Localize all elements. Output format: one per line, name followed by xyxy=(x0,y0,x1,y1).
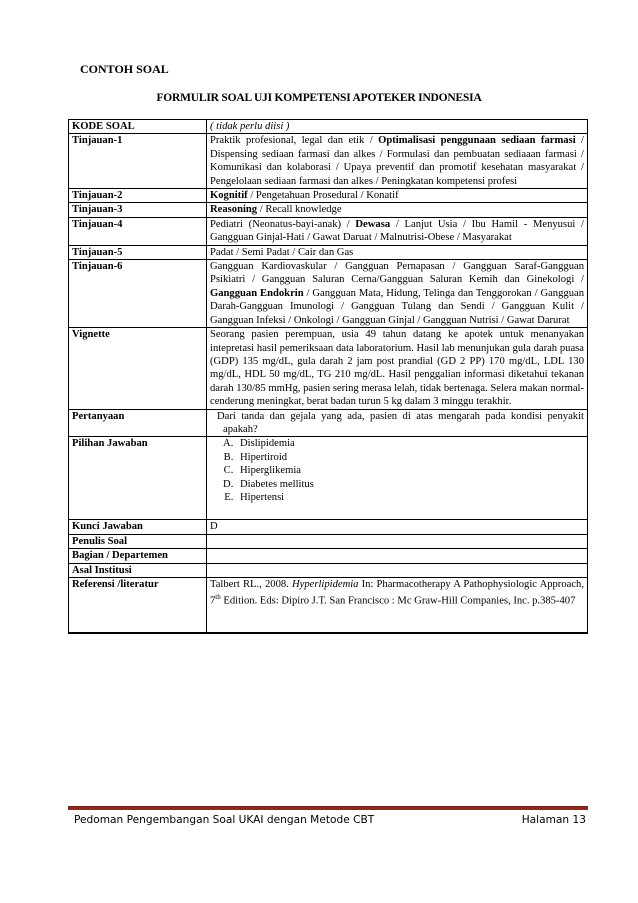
value-highlight: Optimalisasi penggunaan sediaan farmasi xyxy=(378,135,576,147)
footer-divider xyxy=(68,806,588,810)
row-value xyxy=(207,534,588,548)
row-label: Bagian / Departemen xyxy=(69,549,207,563)
row-label: Pilihan Jawaban xyxy=(69,437,207,520)
value-text: / Dispensing sediaan farmasi dan alkes / Formulasi dan pembuatan sediaaan farmasi / Komunikasi dan kolaborasi / Upaya preventif dan promotif kesehatan masyarakat / Pengelolaan sediaan farmasi dan alkes / Peningkatan kompetensi profesi xyxy=(210,135,584,187)
row-value: ( tidak perlu diisi ) xyxy=(207,120,588,134)
row-tinjauan-1 xyxy=(69,134,588,189)
row-label: Referensi /literatur xyxy=(69,577,207,633)
footer-page-number: Halaman 13 xyxy=(521,814,586,826)
row-bagian-departemen xyxy=(69,549,588,563)
row-value xyxy=(207,217,588,245)
question-form-table xyxy=(68,119,588,634)
row-label: Penulis Soal xyxy=(69,534,207,548)
row-value: D xyxy=(207,520,588,534)
value-text: Edition. Eds: Dipiro J.T. San Francisco : Mc Graw-Hill Companies, Inc. p.385-407 xyxy=(220,595,576,607)
row-value xyxy=(207,203,588,217)
value-superscript: th xyxy=(215,593,221,602)
answer-option-a: A. Dislipidemia xyxy=(236,437,584,450)
row-penulis-soal xyxy=(69,534,588,548)
row-value xyxy=(207,260,588,328)
row-label: Tinjauan-6 xyxy=(69,260,207,328)
row-value xyxy=(207,189,588,203)
row-asal-institusi xyxy=(69,563,588,577)
row-value xyxy=(207,437,588,520)
row-vignette xyxy=(69,328,588,409)
value-text: Pediatri (Neonatus-bayi-anak) / xyxy=(210,218,356,230)
row-kode-soal xyxy=(69,120,588,134)
row-label: KODE SOAL xyxy=(69,120,207,134)
row-label: Tinjauan-2 xyxy=(69,189,207,203)
row-label: Kunci Jawaban xyxy=(69,520,207,534)
row-value: Padat / Semi Padat / Cair dan Gas xyxy=(207,245,588,259)
row-label: Tinjauan-5 xyxy=(69,245,207,259)
row-tinjauan-6 xyxy=(69,260,588,328)
footer-document-title: Pedoman Pengembangan Soal UKAI dengan Metode CBT xyxy=(74,814,375,826)
value-text: / Pengetahuan Prosedural / Konatif xyxy=(247,190,399,202)
value-highlight: Reasoning xyxy=(210,204,258,216)
value-text: / Recall knowledge xyxy=(257,204,342,216)
form-title: FORMULIR SOAL UJI KOMPETENSI APOTEKER INDONESIA xyxy=(156,92,482,104)
row-label: Pertanyaan xyxy=(69,409,207,437)
value-text: Praktik profesional, legal dan etik / xyxy=(210,135,379,147)
row-value xyxy=(207,577,588,633)
value-highlight: Gangguan Endokrin xyxy=(210,287,304,299)
value-text: / Gangguan Mata, Hidung, Telinga dan Tenggorokan / Gangguan Darah-Gangguan Imunologi / Gangguan Tulang dan Sendi / Gangguan Kulit / Gangguan Infeksi / Onkologi / Gangguan Ginjal / Gangguan Nutrisi / Gawat Darurat xyxy=(210,287,584,326)
value-text: In: Pharmacotherapy A Pathophysiologic Approach, 7 xyxy=(210,578,584,607)
row-tinjauan-3 xyxy=(69,203,588,217)
page-heading: CONTOH SOAL xyxy=(80,62,169,76)
value-text: Gangguan Kardiovaskular / Gangguan Pernapasan / Gangguan Saraf-Gangguan Psikiatri / Gangguan Saluran Cerna/Gangguan Saluran Kemih dan Ginekologi / xyxy=(210,261,584,286)
row-tinjauan-2 xyxy=(69,189,588,203)
answer-option-b: B. Hipertiroid xyxy=(236,451,584,464)
row-value: Dari tanda dan gejala yang ada, pasien di atas mengarah pada kondisi penyakit apakah? xyxy=(207,409,588,437)
row-value xyxy=(207,549,588,563)
row-label: Tinjauan-1 xyxy=(69,134,207,189)
row-label: Tinjauan-4 xyxy=(69,217,207,245)
row-label: Asal Institusi xyxy=(69,563,207,577)
answer-option-d: D. Diabetes mellitus xyxy=(236,478,584,491)
value-highlight: Kognitif xyxy=(210,190,248,202)
answer-options xyxy=(210,437,584,504)
answer-option-e: E. Hipertensi xyxy=(236,491,584,504)
row-label: Tinjauan-3 xyxy=(69,203,207,217)
row-label: Vignette xyxy=(69,328,207,409)
value-text: / Lanjut Usia / Ibu Hamil - Menyusui / Gangguan Ginjal-Hati / Gawat Daruat / Malnutrisi-Obese / Masyarakat xyxy=(210,218,584,244)
value-text: Talbert RL., 2008. xyxy=(210,578,292,590)
row-value xyxy=(207,563,588,577)
answer-option-c: C. Hiperglikemia xyxy=(236,464,584,477)
value-highlight: Dewasa xyxy=(355,218,391,230)
row-value xyxy=(207,134,588,189)
row-referensi xyxy=(69,577,588,633)
row-tinjauan-5 xyxy=(69,245,588,259)
row-pilihan-jawaban xyxy=(69,437,588,520)
row-kunci-jawaban xyxy=(69,520,588,534)
row-value: Seorang pasien perempuan, usia 49 tahun datang ke apotek untuk menanyakan intepretasi hasil pemeriksaan data laboratorium. Hasil lab menunjukan gula darah puasa (GDP) 135 mg/dL, gula darah 2 jam post prandial (GD 2 PP) 170 mg/dL, LDL 130 mg/dL, HDL 50 mg/dL, TG 210 mg/dL. Hasil penggalian informasi diketahui tekanan darah 130/85 mmHg, pasien sering merasa lelah, tidak bertenaga. Selera makan normal- cenderung meningkat, berat badan turun 5 kg dalam 3 minggu terakhir. xyxy=(207,328,588,409)
row-pertanyaan xyxy=(69,409,588,437)
row-tinjauan-4 xyxy=(69,217,588,245)
value-highlight: Hyperlipidemia xyxy=(291,578,359,590)
